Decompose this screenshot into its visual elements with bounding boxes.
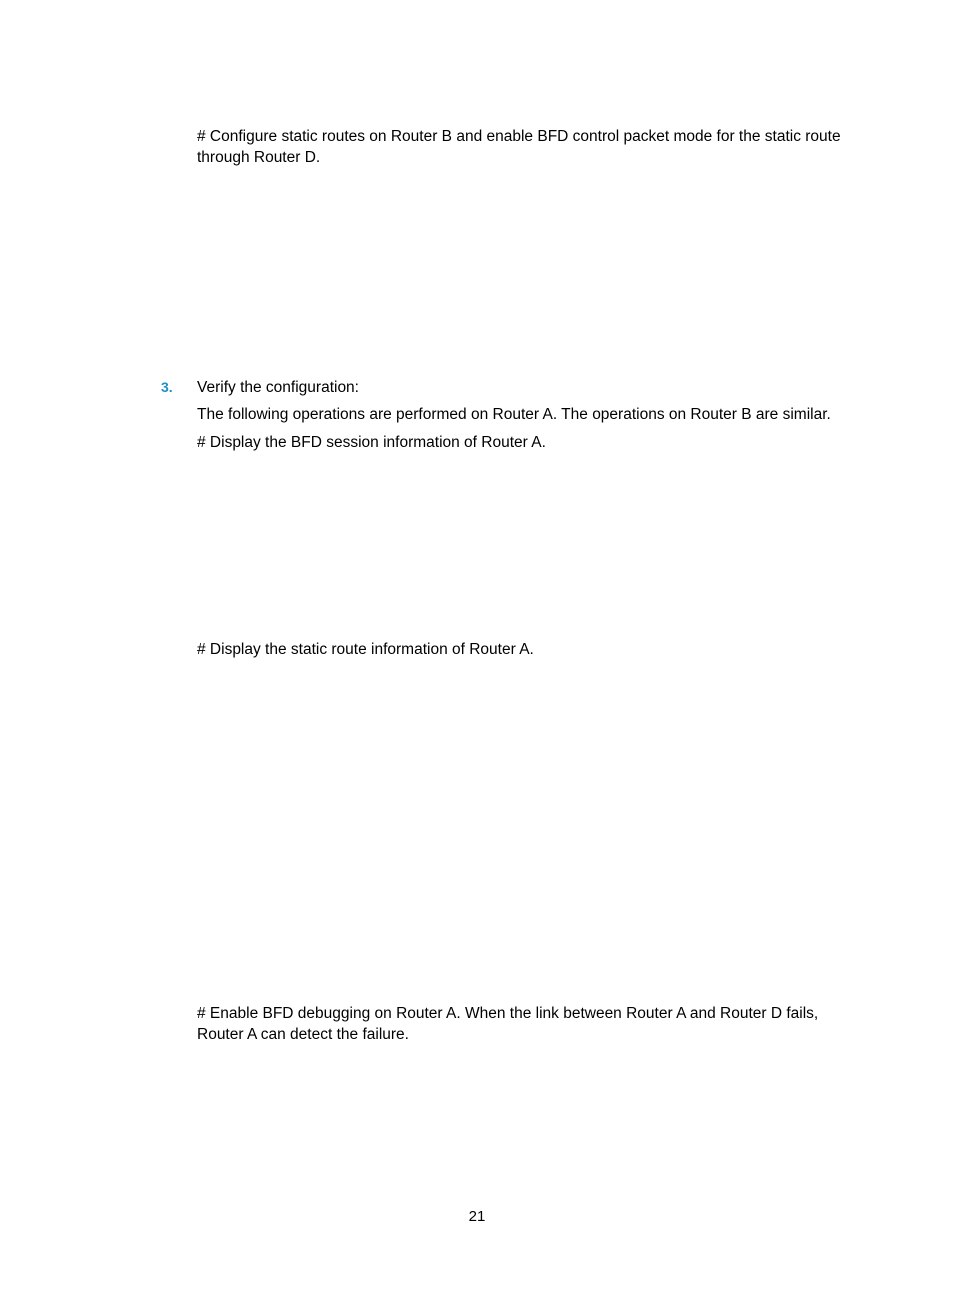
step-number: 3. (161, 379, 173, 395)
paragraph-configure-static-routes-router-b: # Configure static routes on Router B and enable BFD control packet mode for the static route through Router D. (197, 128, 841, 166)
page-number: 21 (468, 1208, 486, 1225)
paragraph-display-bfd-session: # Display the BFD session information of Router A. (197, 434, 546, 451)
paragraph-enable-bfd-debugging: # Enable BFD debugging on Router A. When the link between Router A and Router D fails, Router A can detect the failure. (197, 1005, 819, 1043)
paragraph-operations-note: The following operations are performed on Router A. The operations on Router B are similar. (197, 406, 831, 423)
step-title: Verify the configuration: (197, 379, 359, 396)
paragraph-display-static-route: # Display the static route information of Router A. (197, 641, 534, 658)
